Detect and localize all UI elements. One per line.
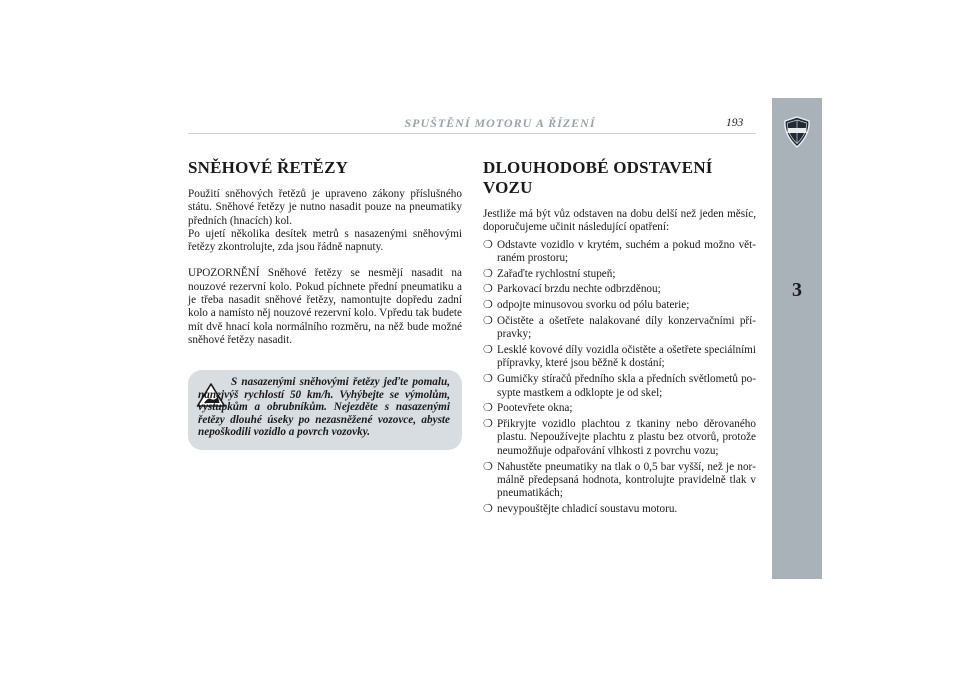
list-item: ❍ Přikryjte vozidlo plachtou z tkaniny nebo děrovaného plastu. Nepoužívejte plachtu z plastu bez otvorů, protože neumožňuje odpařování vlhkosti z povrchu vozu;: [483, 418, 756, 457]
page-number: 193: [726, 117, 744, 129]
list-item: ❍ Očistěte a ošetřete nalakované díly konzervačními přípravky;: [483, 315, 756, 341]
bullet-circle-icon: ❍: [483, 373, 493, 386]
bullet-circle-icon: ❍: [483, 502, 493, 515]
lancia-shield-logo-icon: [783, 116, 811, 148]
list-item: ❍ Gumičky stíračů předního skla a předních světlometů posypte mastkem a odklopte je od skel;: [483, 373, 756, 399]
list-item: ❍ odpojte minusovou svorku od pólu baterie;: [483, 299, 690, 312]
header-divider: [188, 133, 756, 134]
snow-chains-paragraph-2: Po ujetí několika desítek metrů s nasazenými sněhovými řetězy zkontrolujte, zda jsou řádně napnuty.: [188, 227, 462, 254]
bullet-circle-icon: ❍: [483, 238, 493, 251]
list-item: ❍ Zařaďte rychlostní stupeň;: [483, 267, 616, 280]
list-item: ❍ Pootevřete okna;: [483, 402, 573, 415]
warning-box: [188, 370, 462, 450]
bullet-circle-icon: ❍: [483, 299, 493, 312]
bullet-circle-icon: ❍: [483, 402, 493, 415]
bullet-circle-icon: ❍: [483, 418, 493, 431]
chapter-side-tab: [772, 98, 822, 579]
bullet-circle-icon: ❍: [483, 460, 493, 473]
chapter-number: 3: [792, 279, 802, 301]
long-term-storage-heading: DLOUHODOBÉ ODSTAVENÍ VOZU: [483, 158, 713, 197]
long-term-storage-section: [483, 158, 756, 519]
running-header-title: SPUŠTĚNÍ MOTORU A ŘÍZENÍ: [404, 116, 596, 130]
bullet-circle-icon: ❍: [483, 344, 493, 357]
storage-steps-list: [483, 239, 756, 517]
bullet-circle-icon: ❍: [483, 315, 493, 328]
snow-chains-heading: SNĚHOVÉ ŘETĚZY: [188, 158, 349, 177]
list-item: ❍ Lesklé kovové díly vozidla očistěte a ošetřete speciálními přípravky, které jsou běžně k dostání;: [483, 344, 756, 370]
snow-chains-section: [188, 158, 462, 347]
snow-chains-note: UPOZORNĚNÍ Sněhové řetězy se nesmějí nasadit na nouzové rezervní kolo. Pokud píchnete přední pneumatiku a je třeba nasadit sněhové řetězy, namontujte dopředu zadní kolo a namísto něj nouzové rezervní kolo. Vpředu tak budete mít dvě hnací kola normálního rozměru, na něž bude možné sněhové řetězy nasadit.: [188, 267, 462, 346]
paragraph-spacer: [188, 254, 462, 267]
list-item: ❍ Odstavte vozidlo v krytém, suchém a pokud možno větraném prostoru;: [483, 238, 756, 264]
warning-text: S nasazenými sněhovými řetězy jeďte pomalu, nanejvýš rychlostí 50 km/h. Vyhýbejte se výmolům, výstupkům a obrubníkům. Nejezděte s nasazenými řetězy dlouhé úseky po nezasněžené vozovce, abyste nepoškodili vozidlo a povrch vozovky.: [198, 376, 450, 439]
bullet-circle-icon: ❍: [483, 283, 493, 296]
list-item: ❍ Parkovací brzdu nechte odbrzděnou;: [483, 283, 661, 296]
list-item: ❍ nevypouštějte chladicí soustavu motoru.: [483, 502, 678, 515]
snow-chains-paragraph-1: Použití sněhových řetězů je upraveno zákony příslušného státu. Sněhové řetězy je nutno nasadit pouze na pneumatiky předních (hnacích) kol.: [188, 188, 462, 227]
bullet-circle-icon: ❍: [483, 267, 493, 280]
list-item: ❍ Nahustěte pneumatiky na tlak o 0,5 bar vyšší, než je normálně předepsaná hodnota, kontrolujte pravidelně tlak v pneumatikách;: [483, 460, 756, 500]
long-term-storage-intro: Jestliže má být vůz odstaven na dobu delší než jeden měsíc, doporučujeme učinit následující opatření:: [483, 208, 756, 234]
